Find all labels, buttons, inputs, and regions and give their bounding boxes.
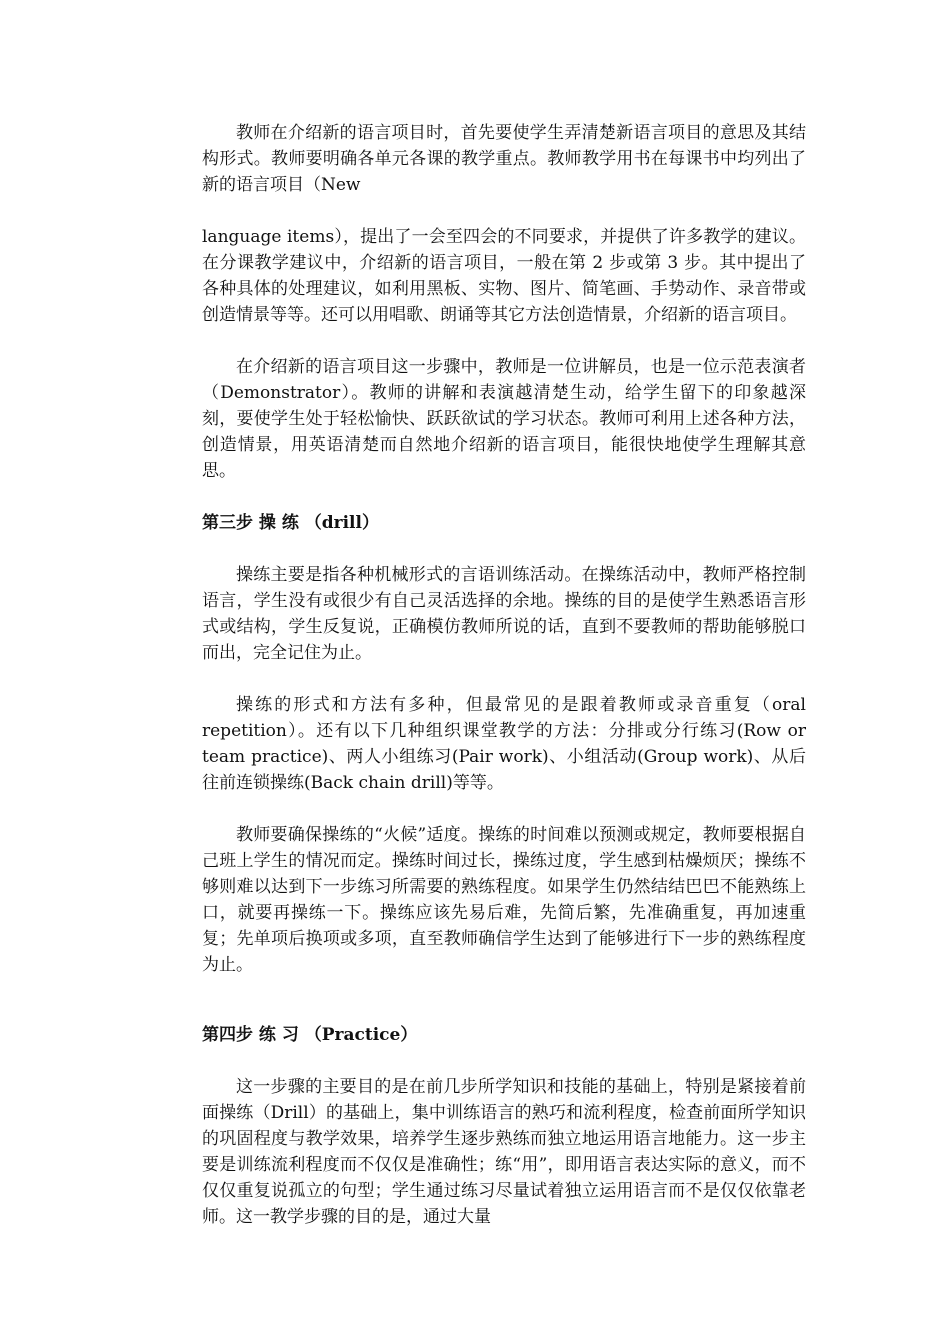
document-body bbox=[202, 120, 806, 1230]
paragraph-gap bbox=[202, 796, 806, 822]
paragraph-drill-methods: 操练的形式和方法有多种，但最常见的是跟着教师或录音重复（oral repetition）。还有以下几种组织课堂教学的方法：分排或分行练习(Row or team practice)、两人小组练习(Pair work)、小组活动(Group work)、从后往前连锁操练(Back chain drill)等等。 bbox=[202, 695, 806, 793]
paragraph-practice: 这一步骤的主要目的是在前几步所学知识和技能的基础上，特别是紧接着前面操练（Drill）的基础上，集中训练语言的熟巧和流利程度，检查前面所学知识的巩固程度与教学效果，培养学生逐步熟练而独立地运用语言地能力。这一步主要是训练流利程度而不仅仅是准确性；练“用”，即用语言表达实际的意义，而不仅仅重复说孤立的句型；学生通过练习尽量试着独立运用语言而不是仅仅依靠老师。这一教学步骤的目的是，通过大量 bbox=[202, 1077, 806, 1227]
paragraph-gap bbox=[202, 666, 806, 692]
paragraph-drill-timing: 教师要确保操练的“火候”适度。操练的时间难以预测或规定，教师要根据自己班上学生的情况而定。操练时间过长，操练过度，学生感到枯燥烦厌；操练不够则难以达到下一步练习所需要的熟练程度。如果学生仍然结结巴巴不能熟练上口，就要再操练一下。操练应该先易后难，先简后繁，先准确重复，再加速重复；先单项后换项或多项，直至教师确信学生达到了能够进行下一步的熟练程度为止。 bbox=[202, 825, 806, 975]
paragraph-gap bbox=[202, 198, 806, 224]
paragraph-drill-definition: 操练主要是指各种机械形式的言语训练活动。在操练活动中，教师严格控制语言，学生没有或很少有自己灵活选择的余地。操练的目的是使学生熟悉语言形式或结构，学生反复说，正确模仿教师所说的话，直到不要教师的帮助能够脱口而出，完全记住为止。 bbox=[202, 565, 806, 663]
paragraph-gap bbox=[202, 484, 806, 510]
paragraph-continuation: language items），提出了一会至四会的不同要求，并提供了许多教学的建议。在分课教学建议中，介绍新的语言项目，一般在第 2 步或第 3 步。其中提出了各种具体的处理建议，如利用黑板、实物、图片、简笔画、手势动作、录音带或创造情景等等。还可以用唱歌、朗诵等其它方法创造情景，介绍新的语言项目。 bbox=[202, 227, 806, 325]
paragraph-demonstrator: 在介绍新的语言项目这一步骤中，教师是一位讲解员，也是一位示范表演者（Demonstrator）。教师的讲解和表演越清楚生动，给学生留下的印象越深刻，要使学生处于轻松愉快、跃跃欲试的学习状态。教师可利用上述各种方法，创造情景，用英语清楚而自然地介绍新的语言项目，能很快地使学生理解其意思。 bbox=[202, 357, 806, 481]
heading-step-four: 第四步 练 习 （Practice） bbox=[202, 1025, 418, 1045]
paragraph-gap bbox=[202, 978, 806, 1022]
paragraph-gap bbox=[202, 328, 806, 354]
paragraph-gap bbox=[202, 1048, 806, 1074]
paragraph-intro: 教师在介绍新的语言项目时，首先要使学生弄清楚新语言项目的意思及其结构形式。教师要明确各单元各课的教学重点。教师教学用书在每课书中均列出了新的语言项目（New bbox=[202, 123, 806, 195]
heading-step-three: 第三步 操 练 （drill） bbox=[202, 513, 379, 533]
paragraph-gap bbox=[202, 536, 806, 562]
